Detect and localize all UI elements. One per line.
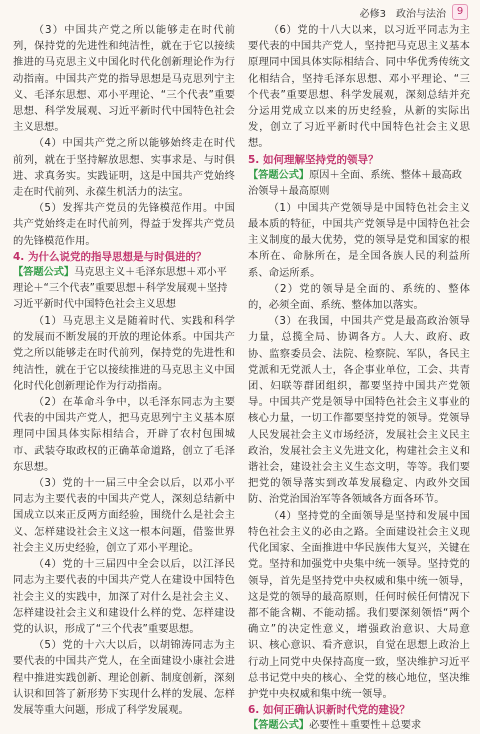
page-number: 9 [452,4,468,20]
left-column [13,22,235,716]
answer-formula [13,265,235,313]
paragraph: （2）在革命斗争中，以毛泽东同志为主要代表的中国共产党人，把马克思列宁主义基本原理同中国具体实际相结合，开辟了农村包围城市、武装夺取政权的正确革命道路，创立了毛泽东思想。 [13,396,235,473]
formula-tag: 【答题公式】 [248,720,310,732]
paragraph: （1）中国共产党领导是中国特色社会主义最本质的特征，中国共产党领导是中国特色社会主义制度的最大优势，党的领导是党和国家的根本所在、命脉所在，是全国各族人民的利益所系、命运所系。 [248,201,470,279]
formula-tag: 【答题公式】 [13,267,75,279]
book-title: 必修3 政治与法治 [359,8,446,20]
answer-formula [248,168,470,200]
formula-text: 原因＋全面、系统、整体＋最高政治领导＋最高原则 [248,169,462,197]
answer-formula [248,718,470,734]
formula-tag: 【答题公式】 [248,169,310,181]
paragraph: （3）党的十一届三中全会以后，以邓小平同志为主要代表的中国共产党人，深刻总结新中国成立以来正反两方面经验，围绕什么是社会主义、怎样建设社会主义这一根本问题，借鉴世界社会主义历史经验，创立了邓小平理论。 [13,477,235,554]
paragraph: （3）在我国，中国共产党是最高政治领导力量，总揽全局、协调各方。人大、政府、政协、监察委员会、法院、检察院、军队，各民主党派和无党派人士，各企事业单位，工会、共青团、妇联等群团组织，都要坚持中国共产党领导。中国共产党是领导中国特色社会主义事业的核心力量，一切工作都要坚持党的领导。党领导人民发展社会主义市场经济，发展社会主义民主政治，发展社会主义先进文化，构建社会主义和谐社会，建设社会主义生态文明，等等。我们要把党的领导落实到改革发展稳定、内政外交国防、治党治国治军等各领域各方面各环节。 [248,315,470,506]
paragraph: （1）马克思主义是随着时代、实践和科学的发展而不断发展的开放的理论体系。中国共产党之所以能够走在时代前列，保持党的先进性和纯洁性，就在于它以接续推进的马克思主义中国化时代化创新理论作为行动指南。 [13,315,235,392]
paragraph: （4）党的十三届四中全会以后，以江泽民同志为主要代表的中国共产党人在建设中国特色社会主义的实践中，加深了对什么是社会主义、怎样建设社会主义和建设什么样的党、怎样建设党的认识，形成了“三个代表”重要思想。 [13,558,235,635]
right-column [248,22,470,732]
paragraph: （4）坚持党的全面领导是坚持和发展中国特色社会主义的必由之路。全面建设社会主义现代化国家、全面推进中华民族伟大复兴，关键在党。坚持和加强党中央集中统一领导。坚持党的领导，首先是坚持党中央权威和集中统一领导，这是党的领导的最高原则，任何时候任何情况下都不能含糊、不能动摇。我们要深刻领悟“两个确立”的决定性意义，增强政治意识、大局意识、核心意识、看齐意识，自觉在思想上政治上行动上同党中央保持高度一致，坚决维护习近平总书记党中央的核心、全党的核心地位，坚决维护党中央权威和集中统一领导。 [248,509,470,700]
paragraph: （5）党的十六大以后，以胡锦涛同志为主要代表的中国共产党人，在全面建设小康社会进程中推进实践创新、理论创新、制度创新，深刻认识和回答了新形势下实现什么样的发展、怎样发展等重大问题，形成了科学发展观。 [13,639,235,716]
page-header [360,3,468,21]
paragraph: （6）党的十八大以来，以习近平同志为主要代表的中国共产党人，坚持把马克思主义基本原理同中国具体实际相结合、同中华优秀传统文化相结合，坚持毛泽东思想、邓小平理论、“三个代表”重要思想、科学发展观，深刻总结并充分运用党成立以来的历史经验，从新的实际出发，创立了习近平新时代中国特色社会主义思想。 [248,24,470,150]
paragraph: （2）党的领导是全面的、系统的、整体的，必须全面、系统、整体加以落实。 [248,282,470,312]
paragraph: （3）中国共产党之所以能够走在时代前列，保持党的先进性和纯洁性，就在于它以接续推进的马克思主义中国化时代化创新理论作为行动指南。中国共产党的指导思想是马克思列宁主义、毛泽东思想、邓小平理论、“三个代表”重要思想、科学发展观、习近平新时代中国特色社会主义思想。 [13,24,235,134]
question-heading: 4. 为什么说党的指导思想是与时俱进的？ [13,250,207,263]
paragraph: （5）发挥共产党员的先锋模范作用。中国共产党始终走在时代前列，得益于发挥共产党员的先锋模范作用。 [13,202,235,247]
question-heading: 5. 如何理解坚持党的领导？ [248,153,379,166]
formula-text: 必要性＋重要性＋总要求 [309,720,422,732]
paragraph: （4）中国共产党之所以能够始终走在时代前列，就在于坚持解放思想、实事求是、与时俱进、求真务实。实践证明，这是中国共产党始终走在时代前列、永葆生机活力的法宝。 [13,137,235,199]
formula-text: 马克思主义＋毛泽东思想＋邓小平理论＋“三个代表”重要思想＋科学发展观＋坚持习近平新时代中国特色社会主义思想 [13,267,228,311]
content-columns [13,22,470,732]
question-heading: 6. 如何正确认识新时代党的建设？ [248,704,410,717]
